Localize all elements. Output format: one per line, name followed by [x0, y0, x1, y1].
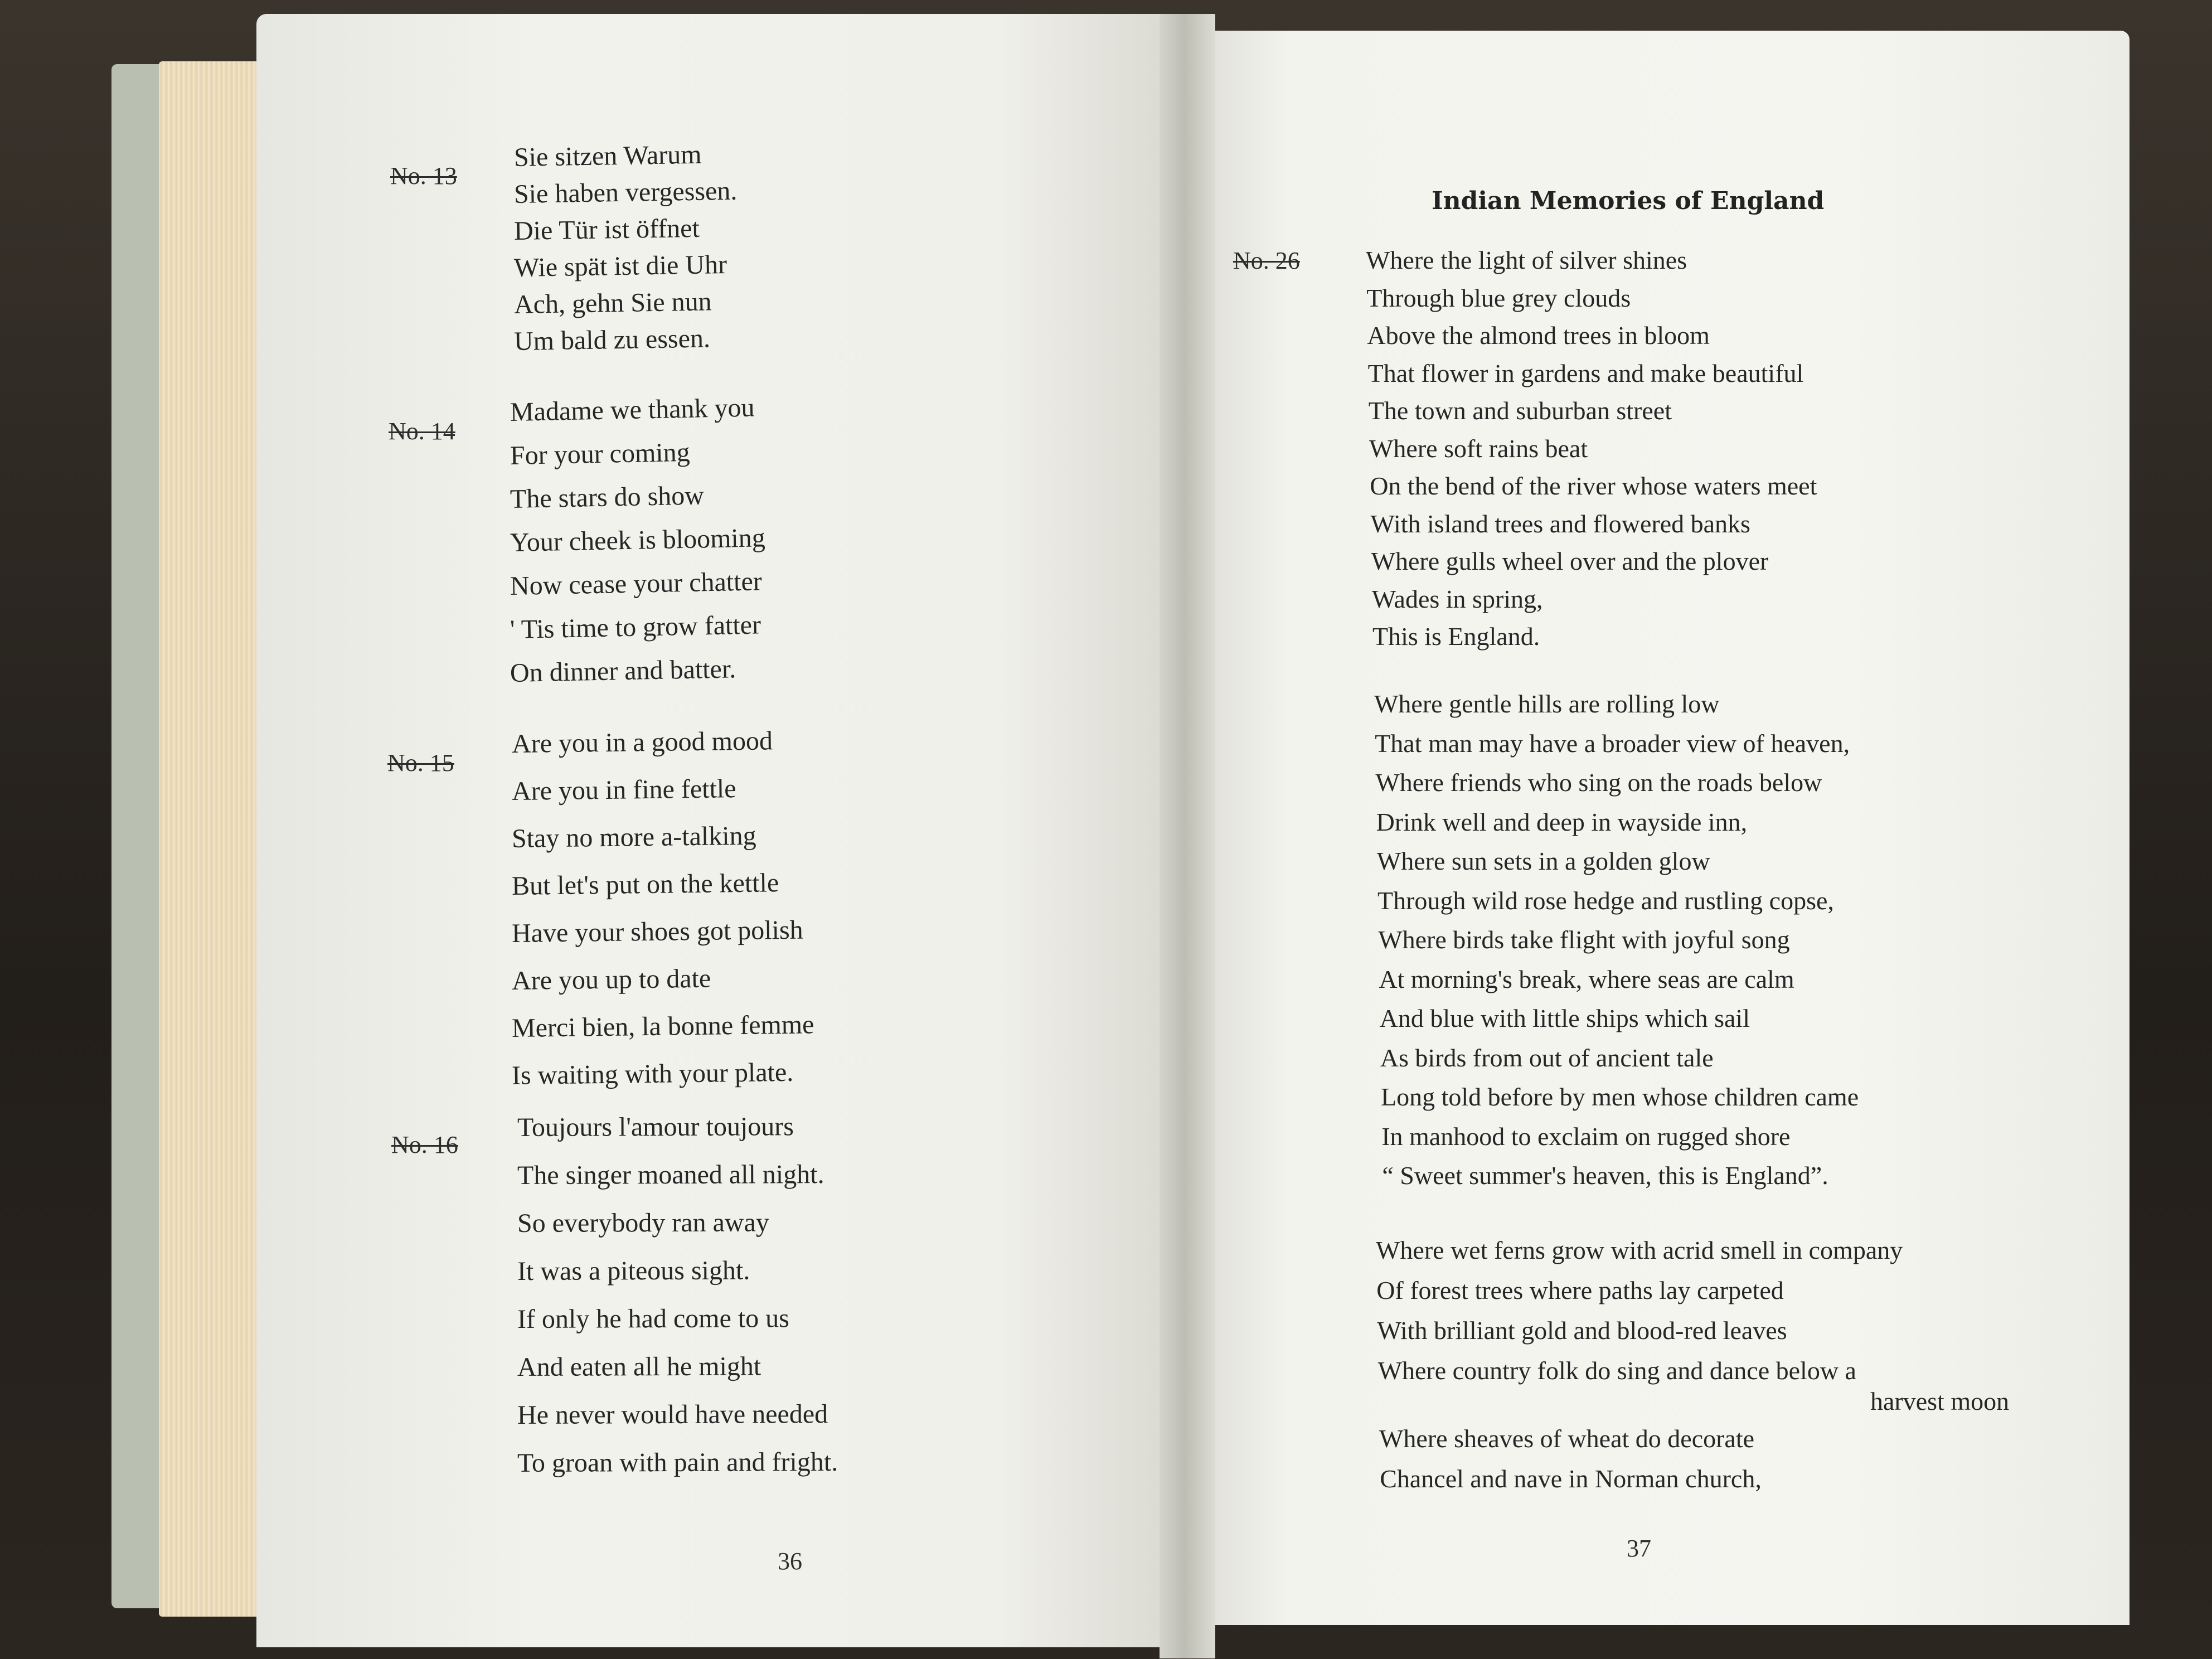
poem-line: Where country folk do sing and dance below a — [1377, 1356, 1856, 1385]
poem-line: Through blue grey clouds — [1366, 283, 1631, 312]
poem-line: Have your shoes got polish — [511, 915, 803, 948]
poem-line: To groan with pain and fright. — [517, 1447, 838, 1478]
poem-line: Wades in spring, — [1371, 584, 1543, 613]
poem-line: Where wet ferns grow with acrid smell in company — [1376, 1236, 1903, 1264]
poem-line: Above the almond trees in bloom — [1367, 321, 1710, 350]
poem-line: Merci bien, la bonne femme — [511, 1010, 814, 1043]
poem-line: Where gulls wheel over and the plover — [1371, 547, 1769, 575]
poem-line: Are you in fine fettle — [511, 774, 736, 806]
poem-line: Die Tür ist öffnet — [513, 213, 700, 246]
poem-line: Where friends who sing on the roads below — [1375, 768, 1822, 797]
left-page-number: 36 — [778, 1548, 802, 1575]
page-edges — [159, 61, 270, 1617]
poem-title: Indian Memories of England — [1432, 187, 1825, 215]
poem-line: Madame we thank you — [510, 392, 755, 427]
poem-line: Wie spät ist die Uhr — [513, 250, 727, 283]
poem-line: The town and suburban street — [1368, 396, 1672, 425]
poem-line: Are you in a good mood — [511, 726, 773, 759]
poem-line: Toujours l'amour toujours — [517, 1112, 794, 1142]
poem-line: With brilliant gold and blood-red leaves — [1377, 1316, 1787, 1345]
poem-line: Drink well and deep in wayside inn, — [1376, 807, 1748, 836]
poem-line: Is waiting with your plate. — [511, 1057, 794, 1090]
poem-line: At morning's break, where seas are calm — [1379, 964, 1794, 993]
poem-line: Sie haben vergessen. — [513, 176, 738, 209]
right-page-number: 37 — [1627, 1535, 1651, 1562]
poem-line: Now cease your chatter — [510, 566, 763, 601]
poem-number: No. 15 — [387, 749, 454, 777]
poem-line: On the bend of the river whose waters meet — [1370, 472, 1817, 500]
poem-line: Um bald zu essen. — [513, 323, 711, 356]
poem-line: ' Tis time to grow fatter — [510, 610, 761, 644]
poem-line: Stay no more a-talking — [511, 821, 756, 853]
poem-line: That man may have a broader view of heaven, — [1375, 729, 1850, 758]
poem-line: The stars do show — [510, 481, 705, 514]
poem-line: Long told before by men whose children came — [1381, 1083, 1859, 1111]
poem-line: Are you up to date — [511, 963, 711, 996]
poem-line: In manhood to exclaim on rugged shore — [1381, 1122, 1791, 1151]
poem-line: Where the light of silver shines — [1366, 246, 1687, 274]
poem-line: It was a piteous sight. — [517, 1255, 750, 1286]
poem-number: No. 14 — [389, 418, 455, 445]
poem-line: But let's put on the kettle — [511, 868, 779, 901]
poem-line: Where sheaves of wheat do decorate — [1379, 1424, 1755, 1453]
poem-line: This is England. — [1372, 622, 1540, 651]
poem-number: No. 16 — [391, 1131, 458, 1158]
book-gutter — [1160, 14, 1215, 1658]
poem-line: Through wild rose hedge and rustling copse, — [1377, 886, 1834, 915]
poem-line: That flower in gardens and make beautiful — [1367, 358, 1804, 387]
poem-line: So everybody ran away — [517, 1207, 769, 1238]
poem-line: As birds from out of ancient tale — [1380, 1043, 1714, 1072]
poem-line: Sie sitzen Warum — [513, 139, 702, 172]
poem-line: Where gentle hills are rolling low — [1374, 690, 1720, 718]
poem-line: Of forest trees where paths lay carpeted — [1376, 1276, 1784, 1304]
poem-line: harvest moon — [1870, 1387, 2010, 1415]
poem-line: On dinner and batter. — [510, 654, 736, 688]
poem-line: Where birds take flight with joyful song — [1378, 925, 1790, 954]
poem-line: Your cheek is blooming — [510, 523, 766, 557]
poem-line: If only he had come to us — [517, 1303, 789, 1334]
poem-line: With island trees and flowered banks — [1370, 509, 1750, 538]
poem-line: Where sun sets in a golden glow — [1376, 847, 1710, 875]
poem-line: Chancel and nave in Norman church, — [1380, 1464, 1762, 1493]
poem-number: No. 13 — [390, 162, 457, 190]
poem-line: He never would have needed — [517, 1399, 828, 1430]
poem-line: The singer moaned all night. — [517, 1160, 824, 1190]
poem-line: Ach, gehn Sie nun — [513, 287, 712, 319]
poem-number: No. 26 — [1233, 247, 1300, 274]
poem-line: For your coming — [510, 437, 691, 470]
poem-line: “ Sweet summer's heaven, this is England”. — [1382, 1161, 1828, 1190]
poem-line: Where soft rains beat — [1369, 434, 1588, 463]
poem-line: And blue with little ships which sail — [1379, 1004, 1750, 1032]
poem-line: And eaten all he might — [517, 1351, 761, 1382]
